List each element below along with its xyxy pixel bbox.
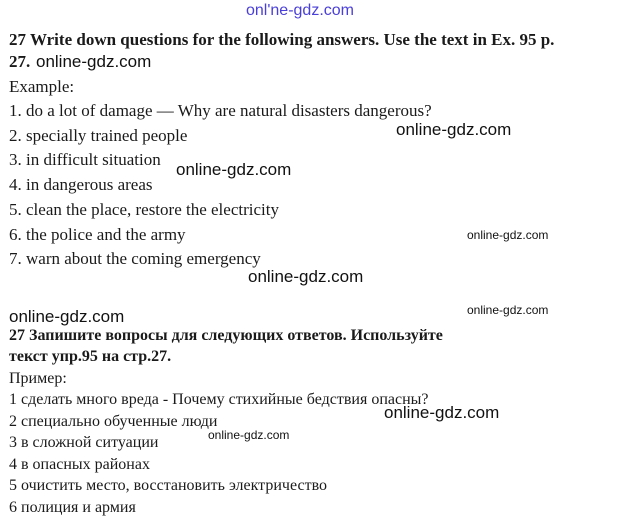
exercise-heading-en-cont: 27. bbox=[9, 52, 31, 71]
watermark: online-gdz.com bbox=[384, 403, 500, 422]
list-item-ru-6: 6 полиция и армия bbox=[9, 499, 136, 516]
list-item-en-3: 3. in difficult situation bbox=[9, 150, 161, 169]
watermark: online-gdz.com bbox=[208, 428, 290, 442]
list-item-en-2: 2. specially trained people bbox=[9, 126, 188, 145]
watermark: online-gdz.com bbox=[176, 160, 292, 179]
watermark: online-gdz.com bbox=[467, 303, 549, 317]
list-item-en-5: 5. clean the place, restore the electricity bbox=[9, 200, 279, 219]
watermark: online-gdz.com bbox=[396, 120, 512, 139]
list-item-ru-3: 3 в сложной ситуации bbox=[9, 434, 159, 451]
list-item-ru-4: 4 в опасных районах bbox=[9, 456, 150, 473]
list-item-ru-1: 1 сделать много вреда - Почему стихийные бедствия опасны? bbox=[9, 391, 429, 408]
example-label-en: Example: bbox=[9, 77, 75, 96]
example-label-ru: Пример: bbox=[9, 370, 67, 387]
watermark: online-gdz.com bbox=[467, 228, 549, 242]
exercise-heading-ru: 27 Запишите вопросы для следующих ответов. Используйте bbox=[9, 327, 443, 344]
list-item-en-7: 7. warn about the coming emergency bbox=[9, 249, 261, 268]
list-item-en-6: 6. the police and the army bbox=[9, 225, 186, 244]
exercise-heading-ru-cont: текст упр.95 на стр.27. bbox=[9, 348, 172, 365]
watermark: online-gdz.com bbox=[36, 52, 152, 71]
list-item-ru-5: 5 очистить место, восстановить электричество bbox=[9, 477, 328, 494]
watermark: online-gdz.com bbox=[9, 307, 125, 326]
exercise-heading-en: 27 Write down questions for the following answers. Use the text in Ex. 95 p. bbox=[9, 30, 555, 49]
list-item-en-4: 4. in dangerous areas bbox=[9, 175, 153, 194]
watermark-top: onl'ne-gdz.com bbox=[246, 2, 354, 19]
watermark: online-gdz.com bbox=[248, 267, 364, 286]
list-item-ru-2: 2 специально обученные люди bbox=[9, 413, 218, 430]
list-item-en-1: 1. do a lot of damage — Why are natural disasters dangerous? bbox=[9, 101, 432, 120]
